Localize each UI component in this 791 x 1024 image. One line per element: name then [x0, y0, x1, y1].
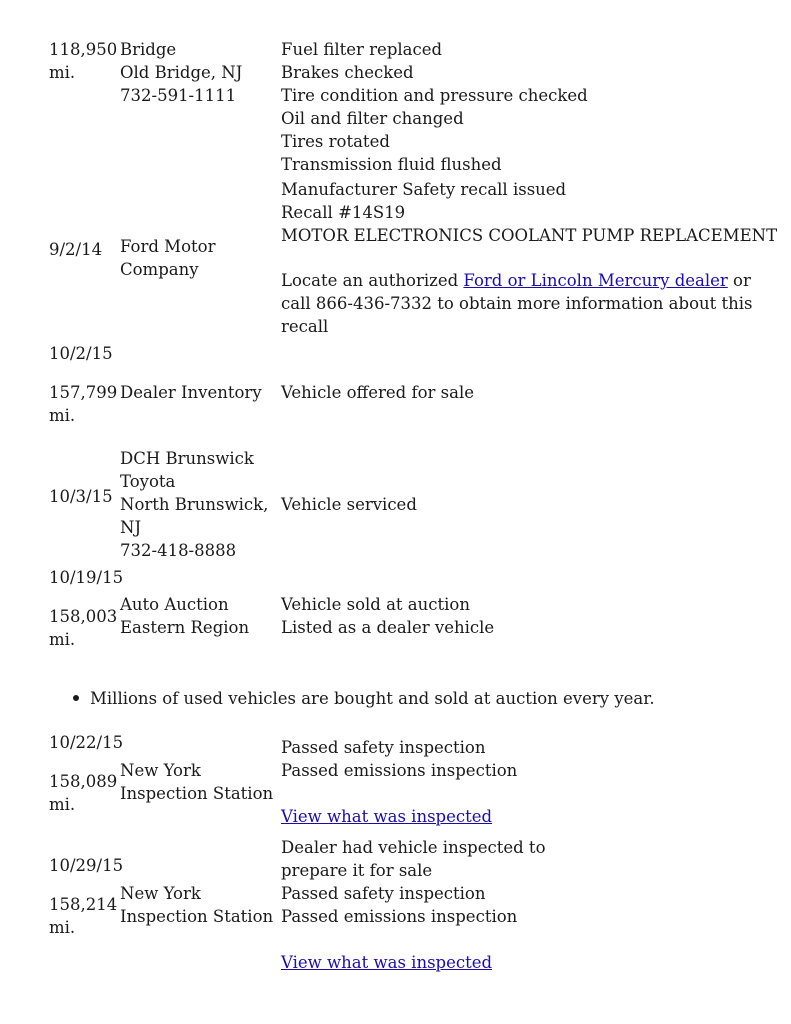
record-4-date: 10/3/15: [49, 487, 113, 506]
auction-tip: Millions of used vehicles are bought and sold at auction every year.: [90, 689, 655, 708]
ford-dealer-link[interactable]: Ford or Lincoln Mercury dealer: [463, 271, 728, 290]
view-inspection-link-2[interactable]: View what was inspected: [281, 953, 493, 972]
record-5-date: 10/19/15: [49, 568, 124, 587]
record-1-source: Bridge Old Bridge, NJ 732-591-1111: [120, 40, 243, 105]
record-3-comments: Vehicle offered for sale: [281, 383, 474, 402]
record-4-comments: Vehicle serviced: [281, 495, 417, 514]
record-1-comments: Fuel filter replaced Brakes checked Tire condition and pressure checked Oil and filter changed Tires rotated Transmission fluid flushed: [281, 40, 588, 174]
record-2-date: 9/2/14: [49, 240, 103, 259]
record-7-comments: Dealer had vehicle inspected to prepare it for sale Passed safety inspection Passed emissions inspection: [281, 838, 546, 926]
record-5-mileage: 158,003 mi.: [49, 607, 118, 649]
record-2-source: Ford Motor Company: [120, 237, 216, 279]
record-6-source: New York Inspection Station: [120, 761, 274, 803]
record-3-date: 10/2/15: [49, 344, 113, 363]
record-7-mileage: 158,214 mi.: [49, 895, 118, 937]
view-inspection-link-1[interactable]: View what was inspected: [281, 807, 493, 826]
record-3-mileage: 157,799 mi.: [49, 383, 118, 425]
record-5-comments: Vehicle sold at auction Listed as a dealer vehicle: [281, 595, 495, 637]
record-5-source: Auto Auction Eastern Region: [120, 595, 250, 637]
record-6-comments: Passed safety inspection Passed emissions inspection: [281, 738, 518, 780]
bullet-dot-icon: [73, 695, 79, 701]
record-7-date: 10/29/15: [49, 856, 124, 875]
recall-note: Locate an authorized Ford or Lincoln Mercury dealer or call 866-436-7332 to obtain more information about this recall: [281, 271, 753, 336]
record-3-source: Dealer Inventory: [120, 383, 262, 402]
record-7-source: New York Inspection Station: [120, 884, 274, 926]
record-4-source: DCH Brunswick Toyota North Brunswick, NJ 732-418-8888: [120, 449, 269, 560]
record-6-date: 10/22/15: [49, 733, 124, 752]
record-1-mileage: 118,950 mi.: [49, 40, 118, 82]
record-6-mileage: 158,089 mi.: [49, 772, 118, 814]
record-2-comments: Manufacturer Safety recall issued Recall #14S19 MOTOR ELECTRONICS COOLANT PUMP REPLACEMENT: [281, 180, 778, 245]
